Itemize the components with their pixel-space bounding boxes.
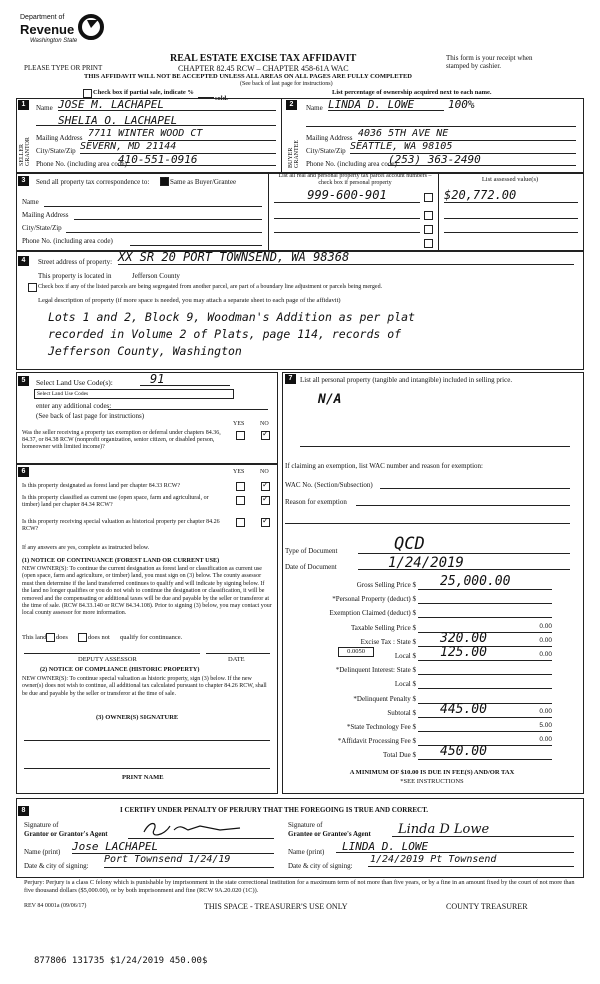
sold-label: sold. [215,95,228,102]
grantor-date-city-label: Date & city of signing: [24,862,89,870]
revenue-logo [20,14,106,54]
sec6-no-header: NO [260,469,269,475]
this-land-label: This land [22,634,47,641]
deputy-assessor-label: DEPUTY ASSESSOR [78,656,137,663]
does-checkbox[interactable] [46,633,55,642]
sec5-yes-header: YES [233,421,245,427]
sec6-q2: Is this property classified as current use (open space, farm and agricultural, or timber) land per chapter 84.34 RCW? [22,495,209,508]
assessed-3-line[interactable] [444,232,578,233]
grantee-date-city-label: Date & city of signing: [288,862,353,870]
buyer-phone-label: Phone No. (including area code) [306,160,397,168]
sec6-q3: Is this property receiving special valuation as historical property per chapter 84.26 RCW? [22,519,220,532]
sec5-yes-checkbox[interactable] [236,431,245,440]
send-correspondence-label: Send all property tax correspondence to: [36,178,150,186]
receipt-note: This form is your receipt when stamped by cashier. [446,54,533,70]
buyer-mailing-label: Mailing Address [306,134,353,142]
grantor-name-print-label: Name (print) [24,848,61,856]
section-8-badge: 8 [18,806,29,816]
calc-label: Exemption Claimed (deduct) $ [329,609,416,617]
section-7-badge: 7 [285,374,296,384]
notice2-text: NEW OWNER(S): To continue special valuation as historic property, sign (3) below. If the new owner(s) does not wish to continue, all additional tax calculated pursuant to chapter 84.26 RCW, shall be due and payable by the seller or transferor at the time of sale. [22,676,267,697]
calc-line[interactable] [418,589,552,590]
legal-label: Legal description of property (if more space is needed, you may attach a separate sheet to each page of the affidavit) [38,297,341,304]
calc-handwritten-value[interactable]: 320.00 [440,631,487,646]
section-3-badge: 3 [18,176,29,186]
seller-phone[interactable]: 410-551-0916 [118,153,276,166]
calc-typed-value: 0.00 [539,623,552,630]
additional-codes-line[interactable] [108,409,268,410]
sec5-no-header: NO [260,421,269,427]
qualify-label: qualify for continuance. [120,634,183,641]
calc-label: *Affidavit Processing Fee $ [337,737,416,745]
parcel-3-personal-checkbox[interactable] [424,225,433,234]
land-use-code[interactable]: 91 [140,372,230,386]
seller-mailing-label: Mailing Address [36,134,83,142]
assessor-date-label: DATE [228,656,245,663]
calc-typed-value: 0.00 [539,637,552,644]
section-6-badge: 6 [18,467,29,477]
buyer-name-label: Name [306,104,323,112]
form-subtitle: CHAPTER 82.45 RCW – CHAPTER 458-61A WAC [178,64,349,73]
corr-name-label: Name [22,198,39,206]
calc-label: *Delinquent Interest: State $ [335,666,416,674]
grantor-sig-label-2: Grantor or Grantor's Agent [24,830,108,838]
same-as-buyer-label: Same as Buyer/Grantee [170,178,237,186]
corr-phone-label: Phone No. (including area code) [22,237,113,245]
calc-label: Local $ [394,680,416,688]
calc-label: *State Technology Fee $ [346,723,416,731]
sec6-if-yes: If any answers are yes, complete as instructed below. [22,545,150,551]
seller-phone-label: Phone No. (including area code) [36,160,127,168]
segregated-checkbox[interactable] [28,283,37,292]
located-label: This property is located in [38,272,112,280]
calc-label: *Personal Property (deduct) $ [332,595,416,603]
county-treasurer: COUNTY TREASURER [446,902,528,911]
calc-handwritten-value[interactable]: 445.00 [440,702,487,717]
same-as-buyer-checkbox[interactable] [160,177,169,186]
grantor-date-city[interactable]: Port Townsend 1/24/19 [104,854,274,868]
calc-label: Gross Selling Price $ [356,581,416,589]
legal-line-1[interactable]: Lots 1 and 2, Block 9, Woodman's Addition as per plat [48,310,415,324]
calc-label: *Delinquent Penalty $ [353,695,416,703]
dept-line3: Washington State [30,38,78,44]
notice1-title: (1) NOTICE OF CONTINUANCE (FOREST LAND OR CURRENT USE) [22,557,220,564]
calc-typed-value: 0.00 [539,708,552,715]
calc-line[interactable] [418,603,552,604]
section-1-badge: 1 [18,100,29,110]
seller-city-label: City/State/Zip [36,147,76,155]
calc-line[interactable] [418,688,552,689]
grantor-name[interactable]: Jose LACHAPEL [72,840,274,854]
calc-line[interactable] [418,660,552,661]
grantee-sig-label-2: Grantee or Grantee's Agent [288,830,371,838]
calc-typed-value: 5.00 [539,722,552,729]
deputy-assessor-line[interactable] [24,653,200,654]
section-2-badge: 2 [286,100,297,110]
section-5-badge: 5 [18,376,29,386]
parcel-3-line[interactable] [274,232,420,233]
personal-property-label: List all personal property (tangible and intangible) included in selling price. [300,376,513,384]
form-title: REAL ESTATE EXCISE TAX AFFIDAVIT [170,53,357,64]
treasurer-stamp: 877806 131735 $1/24/2019 450.00$ [34,956,208,966]
seller-name-2[interactable]: SHELIA O. LACHAPEL [36,114,276,126]
sec6-q3-yes[interactable] [236,518,245,527]
notice2-title: (2) NOTICE OF COMPLIANCE (HISTORIC PROPERTY) [40,666,200,673]
reason-line-2[interactable] [285,523,570,524]
seller-grantor-label: SELLER GRANTOR [19,137,31,166]
reason-line-1[interactable] [356,505,570,506]
sec5-no-checkbox[interactable] [261,431,270,440]
rev-number: REV 84 0001a (09/06/17) [24,903,87,909]
buyer-mailing[interactable]: 4036 5TH AVE NE [358,128,576,141]
corr-mailing-line[interactable] [74,219,262,220]
local-rate[interactable]: 0.0050 [338,647,374,657]
doc-type[interactable]: QCD [358,534,570,554]
parcel-header: List all real and personal property tax parcel account numbers – check box if personal property [278,173,432,186]
calc-line[interactable] [418,674,552,675]
calc-typed-value: 0.00 [539,736,552,743]
grantor-sig-label-1: Signature of [24,821,59,829]
calc-handwritten-value[interactable]: 125.00 [440,645,487,660]
doc-date-label: Date of Document [285,563,337,571]
wac-label: WAC No. (Section/Subsection) [285,481,373,489]
calc-line[interactable] [418,731,552,732]
revenue-logo-icon [78,14,104,40]
seller-name-label: Name [36,104,53,112]
calc-line[interactable] [418,617,552,618]
corr-name-line[interactable] [44,206,262,207]
sec6-q1-no[interactable] [261,482,270,491]
land-use-dropdown[interactable]: Select Land Use Codes [34,389,234,399]
owner-signature-label: (3) OWNER(S) SIGNATURE [96,714,179,721]
parcel-1-personal-checkbox[interactable] [424,193,433,202]
dept-line1: Department of [20,14,65,21]
minimum-note: A MINIMUM OF $10.00 IS DUE IN FEE(S) AND/OR TAX [349,769,515,776]
certify-statement: I CERTIFY UNDER PENALTY OF PERJURY THAT THE FOREGOING IS TRUE AND CORRECT. [120,806,429,814]
see-back: (See back of last page for instructions) [240,81,333,87]
parcel-2-line[interactable] [274,218,420,219]
doc-date[interactable]: 1/24/2019 [358,555,570,570]
calc-line[interactable] [418,759,552,760]
partial-sale-checkbox[interactable] [83,89,92,98]
seller-name-1[interactable]: JOSE M. LACHAPEL [58,98,276,111]
corr-mailing-label: Mailing Address [22,211,69,219]
wac-line[interactable] [380,488,570,489]
corr-city-line[interactable] [66,232,262,233]
county-value: Jefferson County [132,272,180,280]
parcel-4-personal-checkbox[interactable] [424,239,433,248]
buyer-name-2[interactable] [306,126,576,127]
sec7-line [300,446,570,447]
calc-label: Total Due $ [383,751,416,759]
exemption-label: If claiming an exemption, list WAC number and reason for exemption: [285,462,483,470]
calc-handwritten-value[interactable]: 450.00 [440,744,487,759]
legal-line-2[interactable]: recorded in Volume 2 of Plats, page 114, records of [48,327,402,341]
buyer-city-label: City/State/Zip [306,147,346,155]
street-label: Street address of property: [38,258,113,266]
section-6-box [16,464,278,794]
does-not-checkbox[interactable] [78,633,87,642]
additional-codes-label: enter any additional codes: [36,402,112,410]
assessed-value[interactable]: $20,772.00 [444,188,578,203]
seller-mailing[interactable]: 7711 WINTER WOOD CT [88,128,276,141]
reason-label: Reason for exemption [285,498,347,506]
print-name-line[interactable] [24,768,270,769]
buyer-percent[interactable]: 100% [448,98,475,111]
calc-label: Taxable Selling Price $ [350,624,416,632]
assessed-2-line[interactable] [444,218,578,219]
personal-property-value[interactable]: N/A [318,392,342,407]
calc-label: Local $ [394,652,416,660]
street-address[interactable]: XX SR 20 PORT TOWNSEND, WA 98368 [118,250,574,265]
owner-signature-line[interactable] [24,740,270,741]
doc-type-label: Type of Document [285,547,338,555]
corr-phone-line[interactable] [130,245,262,246]
section-4-badge: 4 [18,256,29,266]
calc-typed-value: 0.00 [539,651,552,658]
segregated-label: Check box if any of the listed parcels are being segregated from another parcel, are part of a boundary line adjustment or parcels being merged. [38,284,383,290]
does-label: does [56,634,68,641]
calc-label: Subtotal $ [387,709,416,717]
sec6-q3-no[interactable] [261,518,270,527]
seller-city[interactable]: SEVERN, MD 21144 [80,141,276,154]
ownership-note: List percentage of ownership acquired next to each name. [332,89,492,96]
land-use-label: Select Land Use Code(s): [36,378,113,387]
perjury-text: Perjury: Perjury is a class C felony which is punishable by imprisonment in the state correctional institution for a maximum term of not more than five years, or by a fine in an amount fixed by the court of not more than five thousand dollars ($5,000.00), or by both imprisonment and fine (RCW 9A.20.020 (1C)). [24,879,575,894]
calc-handwritten-value[interactable]: 25,000.00 [440,574,511,589]
grantee-sig-label-1: Signature of [288,821,323,829]
partial-sale-label: Check box if partial sale, indicate % [93,89,194,96]
does-not-label: does not [88,634,110,641]
grantor-signature-line[interactable] [128,838,274,839]
grantor-signature [140,818,250,838]
dept-line2: Revenue [20,22,75,37]
grantee-name[interactable]: LINDA D. LOWE [336,840,574,853]
please-type: PLEASE TYPE OR PRINT [24,64,103,72]
grantee-name-print-label: Name (print) [288,848,325,856]
print-name-label: PRINT NAME [122,774,164,781]
buyer-phone[interactable]: (253) 363-2490 [388,153,576,166]
treasurer-use: THIS SPACE - TREASURER'S USE ONLY [204,902,348,911]
legal-line-3[interactable]: Jefferson County, Washington [48,344,242,358]
buyer-city[interactable]: SEATTLE, WA 98105 [350,141,576,154]
sec5-see-back: (See back of last page for instructions) [36,412,145,420]
sec5-question: Was the seller receiving a property tax exemption or deferral under chapters 84.36, 84.37, or 84.38 RCW (nonprofit organization, senior citizen, or disabled person, homeowner with limited income)? [22,430,221,450]
buyer-grantee-label: BUYER GRANTEE [288,140,300,168]
notice1-text: NEW OWNER(S): To continue the current designation as forest land or classification as current use (open space, farm and agriculture, or timber) land, you must sign on (3) below. The county assessor must then determine if the land transferred continues to qualify and will indicate by signing below. If the land no longer qualifies or you do not wish to continue the designation or classification, it will be removed and the compensating or additional taxes will be due and payable by the seller or transferor at the time of sale. (RCW 84.33.140 or RCW 84.34.108). Prior to signing (3) below, you may contact your local county assessor for more information. [22,566,272,617]
sec6-q1-yes[interactable] [236,482,245,491]
calc-label: Excise Tax : State $ [360,638,416,646]
sec6-yes-header: YES [233,469,245,475]
assessed-header: List assessed value(s) [481,176,539,183]
see-instructions: *SEE INSTRUCTIONS [400,778,464,785]
corr-city-label: City/State/Zip [22,224,62,232]
sec6-q2-yes[interactable] [236,496,245,505]
calc-line[interactable] [418,717,552,718]
grantee-date-city[interactable]: 1/24/2019 Pt Townsend [368,854,574,867]
perjury-statement [24,879,580,895]
assessor-date-line[interactable] [206,653,270,654]
parcel-2-personal-checkbox[interactable] [424,211,433,220]
warning: THIS AFFIDAVIT WILL NOT BE ACCEPTED UNLESS ALL AREAS ON ALL PAGES ARE FULLY COMPLETED [84,73,412,80]
grantee-signature[interactable]: Linda D Lowe [392,822,574,837]
sec6-q1: Is this property designated as forest land per chapter 84.33 RCW? [22,483,181,489]
sec6-q2-no[interactable] [261,496,270,505]
buyer-name-1[interactable]: LINDA D. LOWE [328,98,444,111]
parcel-number[interactable]: 999-600-901 [274,188,420,203]
